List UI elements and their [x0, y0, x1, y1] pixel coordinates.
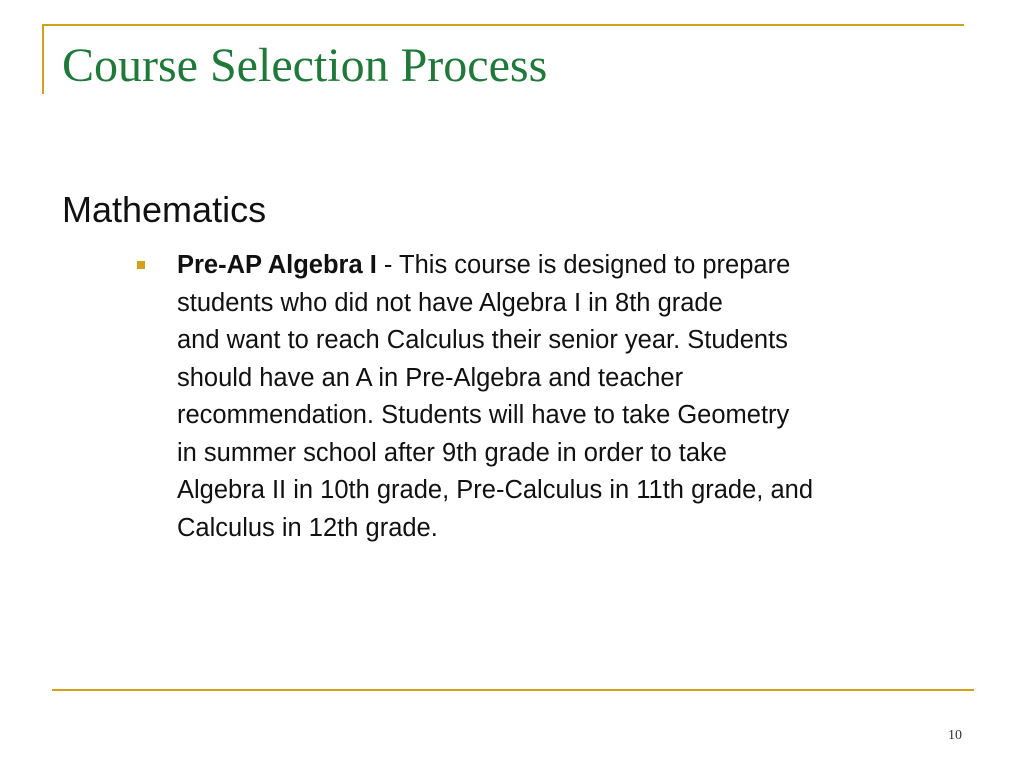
bullet-line-7: Algebra II in 10th grade, Pre-Calculus in 11th grade, and	[177, 476, 814, 504]
page-number: 10	[948, 728, 962, 743]
footer-border-line	[52, 689, 974, 691]
bullet-line-3: and want to reach Calculus their senior year. Students	[177, 326, 788, 354]
square-bullet-icon	[137, 261, 145, 269]
bullet-line-5: recommendation. Students will have to take Geometry	[177, 401, 790, 429]
bullet-line-1	[177, 247, 967, 285]
top-border-line	[42, 24, 964, 26]
section-heading: Mathematics	[62, 189, 267, 230]
bullet-text	[177, 247, 967, 547]
bullet-line-4: should have an A in Pre-Algebra and teacher	[177, 363, 684, 392]
course-name: Pre-AP Algebra I	[177, 251, 377, 279]
bullet-line-6: in summer school after 9th grade in order to take	[177, 438, 727, 467]
bullet-line-2: students who did not have Algebra I in 8th grade	[177, 288, 723, 317]
slide-title: Course Selection Process	[62, 39, 548, 92]
bullet-line-8: Calculus in 12th grade.	[177, 513, 438, 542]
left-border-tick	[42, 24, 44, 94]
bullet-line-1-text: - This course is designed to prepare	[376, 251, 791, 279]
